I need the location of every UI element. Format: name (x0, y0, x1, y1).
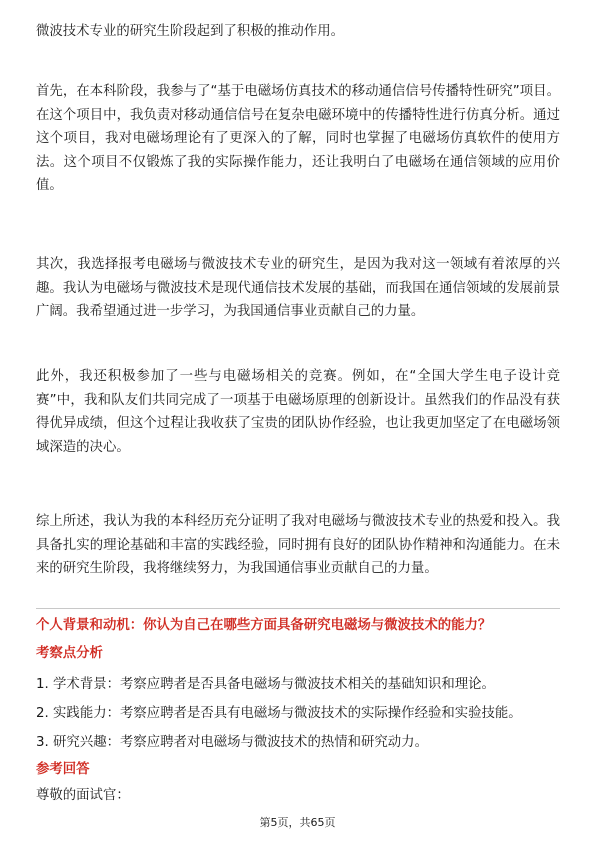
page-number-footer: 第5页，共65页 (259, 816, 336, 829)
answer-salutation: 尊敬的面试官： (36, 788, 130, 803)
paragraph-first-project: 首先，在本科阶段，我参与了“基于电磁场仿真技术的移动通信信号传播特性研究”项目。在这个项目中，我负责对移动通信信号在复杂电磁环境中的传播特性进行仿真分析。通过这个项目，我对电磁场理论有了更深入的了解，同时也掌握了电磁场仿真软件的使用方法。这个项目不仅锻炼了我的实际操作能力，还让我明白了电磁场在通信领域的应用价值。 (36, 84, 560, 193)
analysis-heading: 考察点分析 (36, 646, 103, 661)
paragraph-competition: 此外，我还积极参加了一些与电磁场相关的竞赛。例如，在“全国大学生电子设计竞赛”中，我和队友们共同完成了一项基于电磁场原理的创新设计。虽然我们的作品没有获得优异成绩，但这个过程让我收获了宝贵的团队协作经验，也让我更加坚定了在电磁场领域深造的决心。 (36, 369, 560, 455)
analysis-point: 3. 研究兴趣：考察应聘者对电磁场与微波技术的热情和研究动力。 (36, 735, 428, 750)
section-divider (36, 608, 560, 609)
answer-heading: 参考回答 (36, 762, 90, 777)
analysis-point: 2. 实践能力：考察应聘者是否具有电磁场与微波技术的实际操作经验和实验技能。 (36, 706, 522, 721)
analysis-point-list (36, 670, 522, 757)
interview-question: 个人背景和动机：你认为自己在哪些方面具备研究电磁场与微波技术的能力？ (36, 618, 492, 633)
paragraph-conclusion: 综上所述，我认为我的本科经历充分证明了我对电磁场与微波技术专业的热爱和投入。我具备扎实的理论基础和丰富的实践经验，同时拥有良好的团队协作精神和沟通能力。在未来的研究生阶段，我将继续努力，为我国通信事业贡献自己的力量。 (36, 514, 560, 576)
analysis-point: 1. 学术背景：考察应聘者是否具备电磁场与微波技术相关的基础知识和理论。 (36, 677, 495, 692)
paragraph-intro-continuation: 微波技术专业的研究生阶段起到了积极的推动作用。 (36, 24, 344, 39)
paragraph-interest: 其次，我选择报考电磁场与微波技术专业的研究生，是因为我对这一领域有着浓厚的兴趣。我认为电磁场与微波技术是现代通信技术发展的基础，而我国在通信领域的发展前景广阔。我希望通过进一步学习，为我国通信事业贡献自己的力量。 (36, 257, 560, 319)
